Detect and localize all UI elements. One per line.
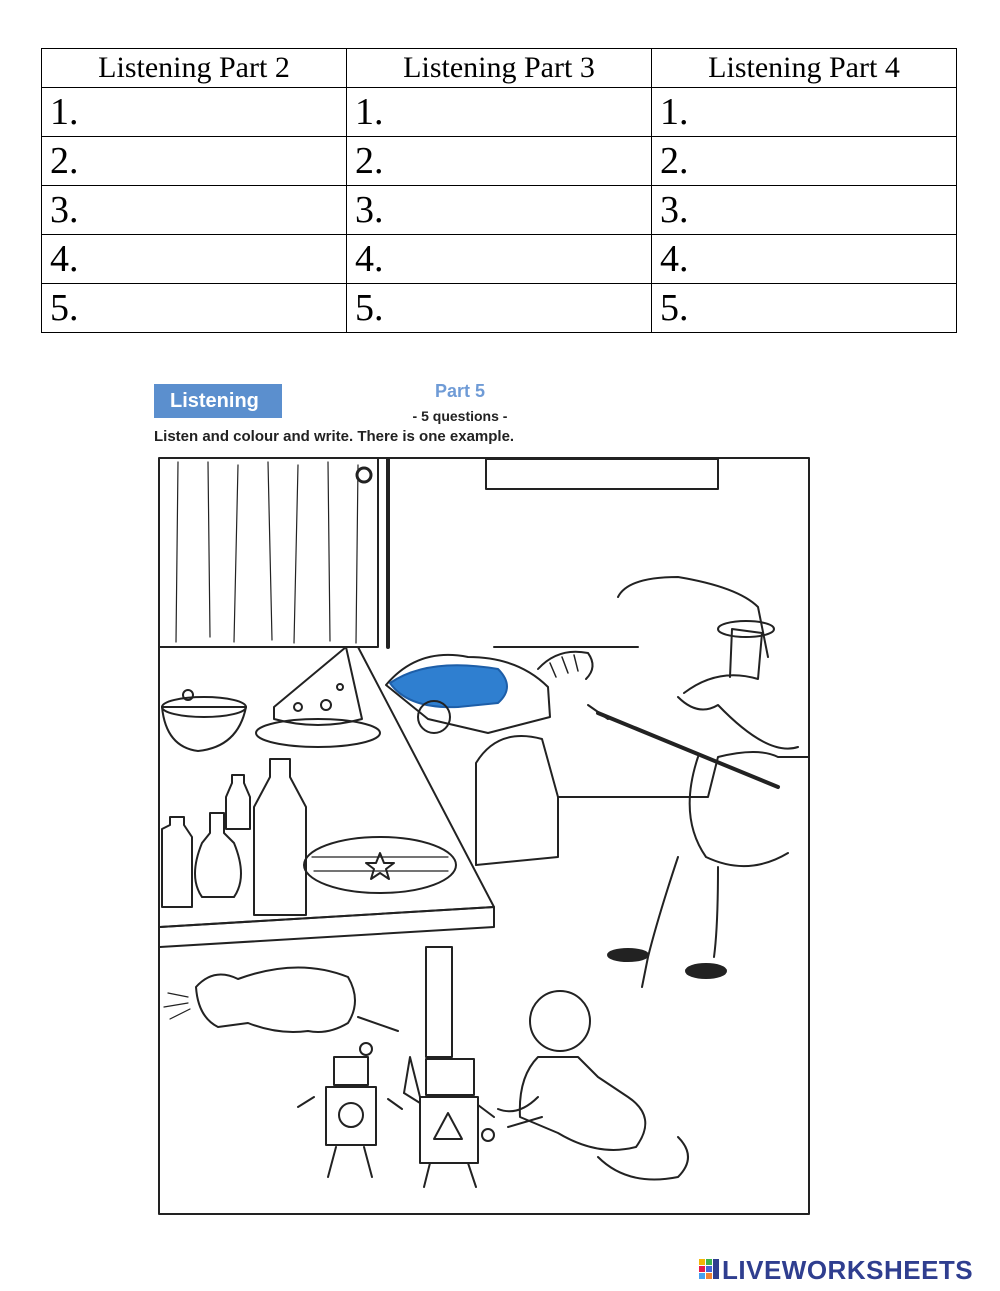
answer-cell[interactable] xyxy=(42,186,347,235)
robot-left xyxy=(298,1043,402,1177)
answer-input[interactable] xyxy=(390,293,624,329)
answer-cell[interactable] xyxy=(42,284,347,333)
question-number: 3. xyxy=(355,189,384,231)
answer-input[interactable] xyxy=(695,97,929,133)
answer-cell[interactable] xyxy=(347,235,652,284)
question-number: 3. xyxy=(50,189,79,231)
robot-right xyxy=(404,1057,494,1187)
picture-on-wall xyxy=(486,459,718,489)
bowl xyxy=(162,690,246,751)
question-number: 1. xyxy=(50,91,79,133)
column-header-part-4: Listening Part 4 xyxy=(652,49,957,88)
answer-table xyxy=(41,48,957,333)
curtain xyxy=(160,459,388,647)
cheese-plate xyxy=(256,647,380,747)
answer-cell[interactable] xyxy=(652,284,957,333)
answer-cell[interactable] xyxy=(42,88,347,137)
answer-input[interactable] xyxy=(390,195,624,231)
instruction-text: Listen and colour and write. There is one example. xyxy=(154,428,515,445)
table-leg xyxy=(426,947,452,1057)
table-row xyxy=(42,137,957,186)
question-number: 2. xyxy=(660,140,689,182)
question-number: 4. xyxy=(660,238,689,280)
answer-input[interactable] xyxy=(695,244,929,280)
answer-input[interactable] xyxy=(390,244,624,280)
question-number: 5. xyxy=(660,287,689,329)
question-number: 5. xyxy=(355,287,384,329)
answer-cell[interactable] xyxy=(42,235,347,284)
answer-cell[interactable] xyxy=(347,88,652,137)
answer-input[interactable] xyxy=(85,97,319,133)
boy xyxy=(498,991,688,1180)
question-number: 4. xyxy=(355,238,384,280)
question-number: 2. xyxy=(50,140,79,182)
board-game xyxy=(304,837,456,893)
answer-input[interactable] xyxy=(390,146,624,182)
section-tag: Listening xyxy=(154,384,282,418)
liveworksheets-logo xyxy=(698,1255,973,1285)
question-number: 2. xyxy=(355,140,384,182)
answer-cell[interactable] xyxy=(42,137,347,186)
girl-with-guitar xyxy=(588,621,798,987)
table xyxy=(160,647,494,1057)
table-row xyxy=(42,235,957,284)
answer-input[interactable] xyxy=(85,146,319,182)
example-hat-fill xyxy=(390,665,507,707)
question-number: 4. xyxy=(50,238,79,280)
answer-table-header-row xyxy=(42,49,957,88)
answer-input[interactable] xyxy=(695,293,929,329)
bottles xyxy=(162,759,306,915)
table-row xyxy=(42,186,957,235)
robot-circle-icon xyxy=(339,1103,363,1127)
liveworksheets-logo-icon xyxy=(698,1257,720,1283)
answer-cell[interactable] xyxy=(347,284,652,333)
answer-input[interactable] xyxy=(695,195,929,231)
question-number: 1. xyxy=(355,91,384,133)
part-subtitle: - 5 questions - xyxy=(412,408,508,424)
table-row xyxy=(42,284,957,333)
question-number: 1. xyxy=(660,91,689,133)
column-header-part-2: Listening Part 2 xyxy=(42,49,347,88)
robot-triangle-icon xyxy=(434,1113,462,1139)
cat-with-blue-hat xyxy=(386,652,593,733)
answer-cell[interactable] xyxy=(652,235,957,284)
answer-cell[interactable] xyxy=(652,186,957,235)
question-number: 3. xyxy=(660,189,689,231)
liveworksheets-logo-text: LIVEWORKSHEETS xyxy=(722,1254,974,1285)
part-title: Part 5 xyxy=(434,381,486,401)
table-row xyxy=(42,88,957,137)
answer-input[interactable] xyxy=(85,244,319,280)
answer-input[interactable] xyxy=(695,146,929,182)
answer-cell[interactable] xyxy=(347,137,652,186)
answer-input[interactable] xyxy=(390,97,624,133)
question-number: 5. xyxy=(50,287,79,329)
coloring-illustration[interactable] xyxy=(158,457,810,1215)
picture-frame-border xyxy=(159,458,809,1214)
answer-cell[interactable] xyxy=(652,88,957,137)
cat-on-floor xyxy=(164,967,398,1032)
column-header-part-3: Listening Part 3 xyxy=(347,49,652,88)
door-knob-icon xyxy=(357,468,371,482)
answer-input[interactable] xyxy=(85,195,319,231)
answer-cell[interactable] xyxy=(347,186,652,235)
sofa xyxy=(476,577,810,865)
answer-input[interactable] xyxy=(85,293,319,329)
answer-cell[interactable] xyxy=(652,137,957,186)
